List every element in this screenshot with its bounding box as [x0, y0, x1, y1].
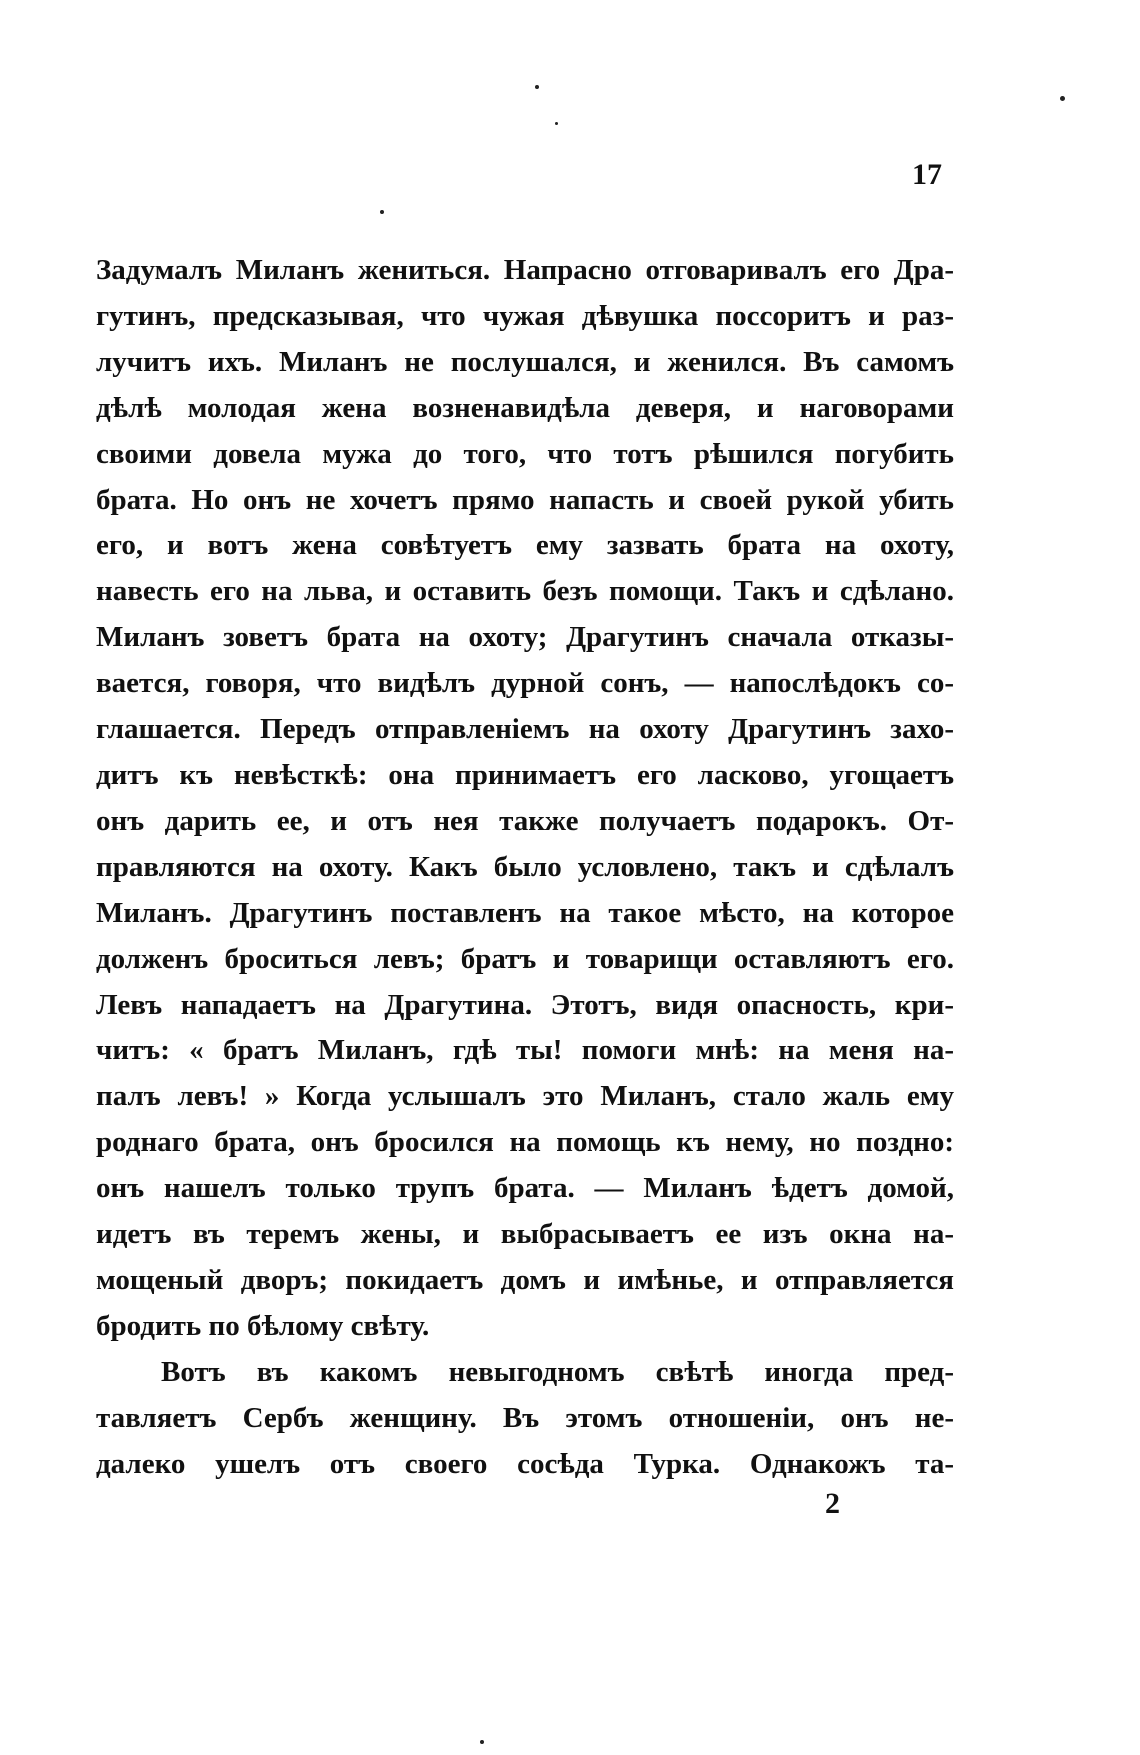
text-line: Задумалъ Миланъ жениться. Напрасно отговаривалъ его Дра- — [96, 254, 954, 286]
text-line: своими довела мужа до того, что тотъ рѣшился погубить — [96, 437, 954, 470]
text-line: правляются на охоту. Какъ было условлено, такъ и сдѣлалъ — [96, 850, 954, 883]
text-line: идетъ въ теремъ жены, и выбрасываетъ ее изъ окна на- — [96, 1218, 954, 1251]
scan-speck — [555, 122, 558, 125]
text-line: читъ: « братъ Миланъ, гдѣ ты! помоги мнѣ: на меня на- — [96, 1034, 954, 1067]
text-line: мощеный дворъ; покидаетъ домъ и имѣнье, и отправляется — [96, 1263, 954, 1296]
signature-mark: 2 — [825, 1487, 840, 1520]
scan-speck — [380, 210, 384, 214]
text-line: дѣлѣ молодая жена возненавидѣла деверя, и наговорами — [96, 391, 954, 424]
text-line: глашается. Передъ отправленіемъ на охоту Драгутинъ захо- — [96, 713, 954, 746]
text-line: бродить по бѣлому свѣту. — [96, 1309, 430, 1342]
text-line: Вотъ въ какомъ невыгодномъ свѣтѣ иногда пред- — [161, 1355, 954, 1388]
text-line: гутинъ, предсказывая, что чужая дѣвушка поссоритъ и раз- — [96, 299, 954, 332]
text-line: его, и вотъ жена совѣтуетъ ему зазвать брата на охоту, — [96, 529, 954, 562]
text-line: тавляетъ Сербъ женщину. Въ этомъ отношеніи, онъ не- — [96, 1401, 954, 1434]
text-line: онъ дарить ее, и отъ нея также получаетъ подарокъ. От- — [96, 804, 954, 837]
text-line: дитъ къ невѣсткѣ: она принимаетъ его ласково, угощаетъ — [96, 758, 954, 791]
page-number: 17 — [912, 158, 942, 191]
text-line: лучитъ ихъ. Миланъ не послушался, и женился. Въ самомъ — [96, 345, 954, 378]
scan-speck — [480, 1740, 484, 1744]
text-line: навесть его на льва, и оставить безъ помощи. Такъ и сдѣлано. — [96, 575, 954, 608]
text-line: палъ левъ! » Когда услышалъ это Миланъ, стало жаль ему — [96, 1080, 954, 1113]
text-line: брата. Но онъ не хочетъ прямо напасть и своей рукой убить — [96, 483, 954, 516]
text-line: Миланъ зоветъ брата на охоту; Драгутинъ сначала отказы- — [96, 621, 954, 654]
text-line: вается, говоря, что видѣлъ дурной сонъ, — напослѣдокъ со- — [96, 667, 954, 700]
text-line: далеко ушелъ отъ своего сосѣда Турка. Однакожъ та- — [96, 1447, 954, 1480]
text-line: долженъ броситься левъ; братъ и товарищи оставляютъ его. — [96, 942, 954, 975]
text-line: роднаго брата, онъ бросился на помощь къ нему, но поздно: — [96, 1126, 954, 1159]
body-text — [96, 248, 954, 1487]
text-line: онъ нашелъ только трупъ брата. — Миланъ ѣдетъ домой, — [96, 1172, 954, 1205]
text-line: Левъ нападаетъ на Драгутина. Этотъ, видя опасность, кри- — [96, 988, 954, 1021]
text-line: Миланъ. Драгутинъ поставленъ на такое мѣсто, на которое — [96, 896, 954, 929]
scan-speck — [1060, 96, 1065, 101]
scan-speck — [535, 85, 539, 89]
